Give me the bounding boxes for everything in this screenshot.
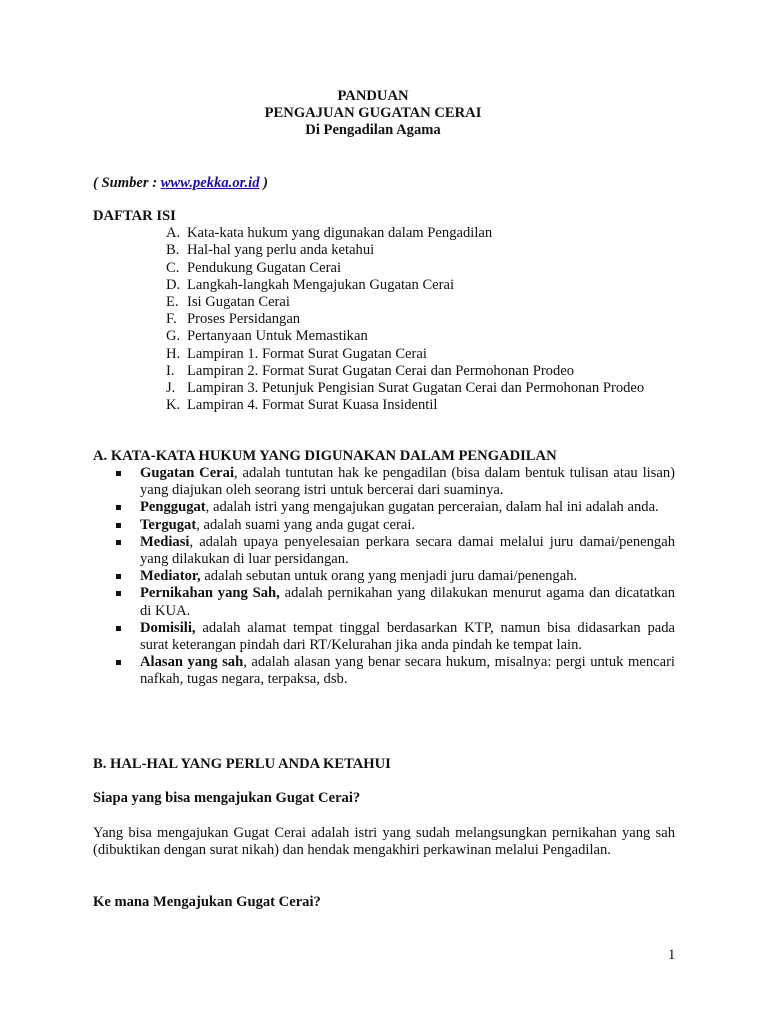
toc-item xyxy=(140,311,675,328)
term: Mediator, xyxy=(140,568,201,585)
toc-item xyxy=(140,277,675,294)
definition-item xyxy=(93,534,675,568)
term: Alasan yang sah xyxy=(140,654,244,671)
definition: , adalah istri yang mengajukan gugatan perceraian, dalam hal ini adalah anda. xyxy=(205,499,659,516)
definition-item xyxy=(93,620,675,654)
bullet-icon xyxy=(116,660,121,665)
toc-text: Lampiran 1. Format Surat Gugatan Cerai xyxy=(187,345,427,362)
section-b-heading: B. HAL-HAL YANG PERLU ANDA KETAHUI xyxy=(93,756,391,772)
term: Domisili, xyxy=(140,619,196,636)
toc-text: Lampiran 2. Format Surat Gugatan Cerai dan Permohonan Prodeo xyxy=(187,362,575,379)
bullet-icon xyxy=(116,540,121,545)
source-suffix: ) xyxy=(259,175,269,191)
bullet-icon xyxy=(116,574,121,579)
toc-text: Proses Persidangan xyxy=(187,311,301,328)
toc-text: Langkah-langkah Mengajukan Gugatan Cerai xyxy=(187,276,455,293)
source-prefix: ( Sumber : xyxy=(93,175,161,191)
toc-text: Kata-kata hukum yang digunakan dalam Pengadilan xyxy=(187,225,493,242)
question-1: Siapa yang bisa mengajukan Gugat Cerai? xyxy=(93,790,361,806)
definition: , adalah alasan yang benar secara hukum, misalnya: pergi untuk mencari nafkah, tugas negara, terpaksa, dsb. xyxy=(140,654,675,688)
title-line: Di Pengadilan Agama xyxy=(305,122,441,139)
definition-item xyxy=(93,517,675,534)
term: Mediasi xyxy=(140,533,190,550)
toc-item xyxy=(140,346,675,363)
question-2: Ke mana Mengajukan Gugat Cerai? xyxy=(93,894,321,910)
toc-item xyxy=(140,225,675,242)
toc-item xyxy=(140,380,675,397)
title-line: PENGAJUAN GUGATAN CERAI xyxy=(264,105,482,122)
toc-item xyxy=(140,328,675,345)
definition: , adalah tuntutan hak ke pengadilan (bisa dalam bentuk tulisan atau lisan) yang diajukan oleh seorang istri untuk bercerai dari suaminya. xyxy=(140,465,675,499)
page-number: 1 xyxy=(668,947,676,963)
toc-item xyxy=(140,363,675,380)
bullet-icon xyxy=(116,471,121,476)
term: Gugatan Cerai xyxy=(140,465,235,481)
section-a-heading: A. KATA-KATA HUKUM YANG DIGUNAKAN DALAM PENGADILAN xyxy=(93,448,557,464)
table-of-contents xyxy=(93,208,675,414)
toc-text: Lampiran 4. Format Surat Kuasa Insidentil xyxy=(187,397,438,414)
title-line: PANDUAN xyxy=(337,88,409,104)
bullet-icon xyxy=(116,523,121,528)
definition-item xyxy=(93,465,675,499)
toc-letter: G. xyxy=(166,328,181,345)
toc-letter: D. xyxy=(166,276,181,293)
bullet-icon xyxy=(116,505,121,510)
toc-text: Lampiran 3. Petunjuk Pengisian Surat Gugatan Cerai dan Permohonan Prodeo xyxy=(187,380,645,397)
toc-text: Hal-hal yang perlu anda ketahui xyxy=(187,242,375,259)
definition: , adalah suami yang anda gugat cerai. xyxy=(196,516,416,533)
toc-letter: K. xyxy=(166,397,181,414)
toc-item xyxy=(140,260,675,277)
toc-letter: H. xyxy=(166,345,181,362)
document-title xyxy=(93,88,653,140)
definition-item xyxy=(93,568,675,585)
bullet-icon xyxy=(116,591,121,596)
toc-item xyxy=(140,397,675,414)
definition: adalah sebutan untuk orang yang menjadi juru damai/penengah. xyxy=(200,568,578,585)
term: Pernikahan yang Sah, xyxy=(140,585,280,602)
toc-letter: I. xyxy=(166,362,175,379)
toc-letter: A. xyxy=(166,225,181,242)
toc-text: Pendukung Gugatan Cerai xyxy=(187,259,342,276)
toc-letter: F. xyxy=(166,311,177,328)
definition-item xyxy=(93,654,675,688)
toc-letter: E. xyxy=(166,294,179,311)
definition: adalah alamat tempat tinggal berdasarkan KTP, namun bisa didasarkan pada surat keterangan pindah dari RT/Kelurahan jika anda pindah ke tempat lain. xyxy=(140,619,675,654)
toc-text: Isi Gugatan Cerai xyxy=(187,294,290,311)
definition-item xyxy=(93,499,675,516)
bullet-icon xyxy=(116,626,121,631)
paragraph-1: Yang bisa mengajukan Gugat Cerai adalah istri yang sudah melangsungkan pernikahan yang sah (dibuktikan dengan surat nikah) dan hendak mengakhiri perkawinan melalui Pengadilan. xyxy=(93,825,675,859)
toc-letter: J. xyxy=(166,380,176,397)
definition: , adalah upaya penyelesaian perkara secara damai melalui juru damai/penengah yang dilakukan di luar persidangan. xyxy=(140,533,675,568)
toc-letter: C. xyxy=(166,259,180,276)
toc-item xyxy=(140,294,675,311)
definitions-list xyxy=(93,465,675,689)
term: Tergugat xyxy=(140,516,197,533)
toc-letter: B. xyxy=(166,242,180,259)
definition: adalah pernikahan yang dilakukan menurut agama dan dicatatkan di KUA. xyxy=(140,585,676,619)
definition-item xyxy=(93,585,675,619)
toc-item xyxy=(140,242,675,259)
source-link[interactable]: www.pekka.or.id xyxy=(160,175,260,191)
toc-heading: DAFTAR ISI xyxy=(93,208,176,224)
term: Penggugat xyxy=(140,499,206,516)
source-line xyxy=(93,175,675,192)
toc-text: Pertanyaan Untuk Memastikan xyxy=(187,328,368,345)
